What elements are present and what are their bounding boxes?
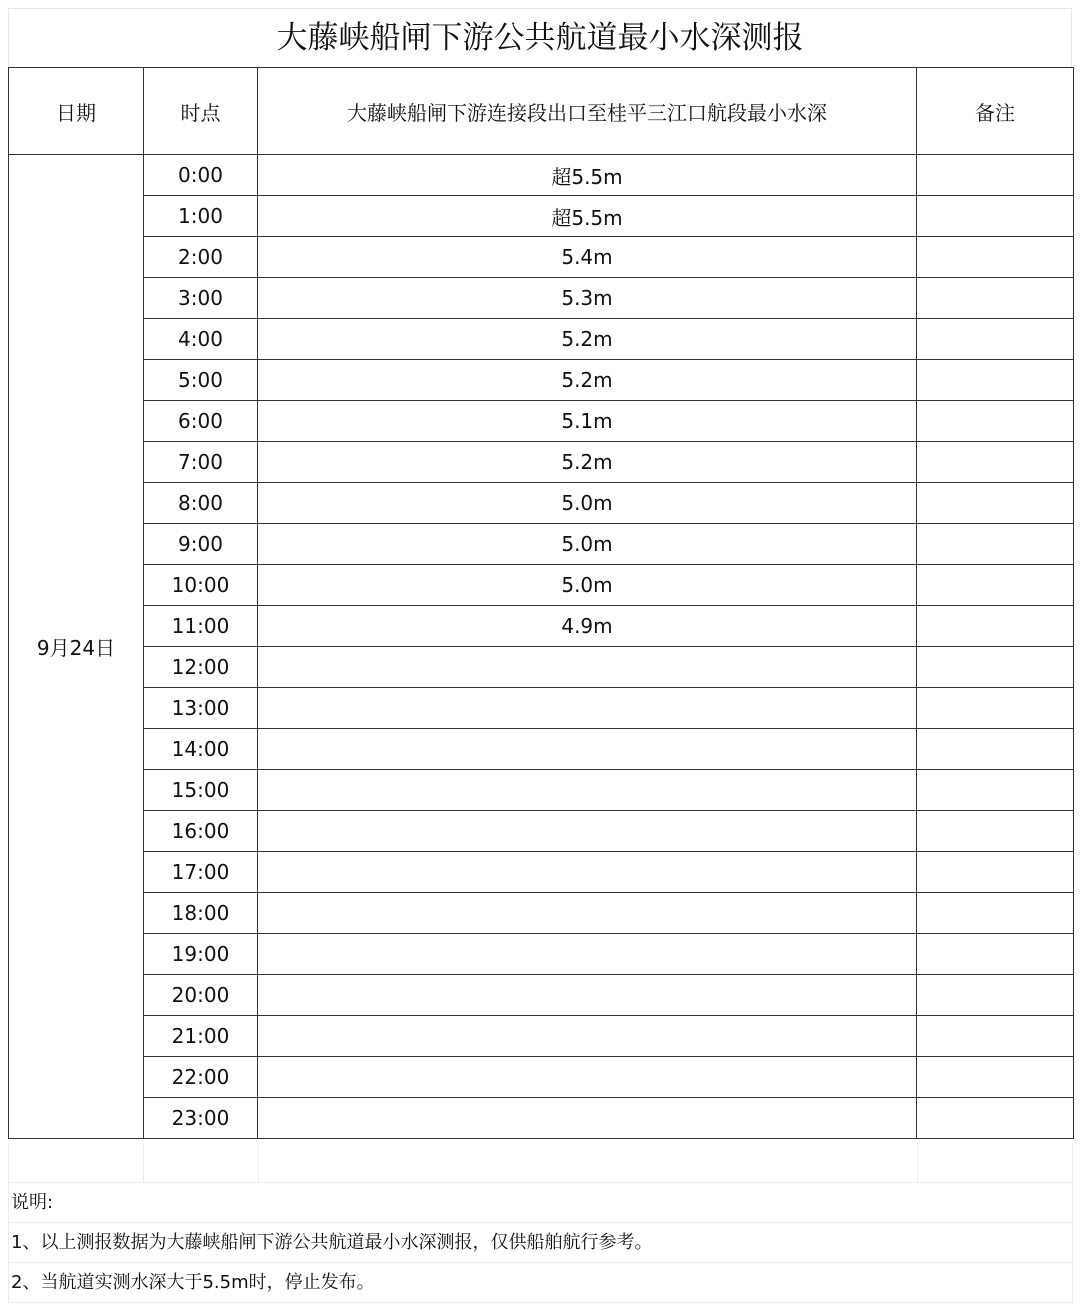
table-row [9, 319, 1074, 360]
table-row [9, 934, 1074, 975]
depth-cell [258, 1016, 917, 1057]
blank-row [8, 1143, 1073, 1183]
depth-report-table [8, 67, 1074, 1139]
note-cell [917, 565, 1074, 606]
depth-cell [258, 647, 917, 688]
note-cell [917, 975, 1074, 1016]
time-cell: 17:00 [144, 852, 258, 893]
depth-cell: 5.1m [258, 401, 917, 442]
depth-cell: 5.3m [258, 278, 917, 319]
table-row [9, 278, 1074, 319]
time-cell: 5:00 [144, 360, 258, 401]
table-row [9, 975, 1074, 1016]
depth-cell: 超5.5m [258, 155, 917, 196]
time-cell: 9:00 [144, 524, 258, 565]
time-cell: 16:00 [144, 811, 258, 852]
note-line-1: 1、以上测报数据为大藤峡船闸下游公共航道最小水深测报，仅供船舶航行参考。 [8, 1223, 1073, 1263]
note-cell [917, 524, 1074, 565]
note-cell [917, 196, 1074, 237]
depth-cell: 5.2m [258, 319, 917, 360]
note-cell [917, 729, 1074, 770]
table-row [9, 401, 1074, 442]
note-cell [917, 278, 1074, 319]
table-row [9, 770, 1074, 811]
table-row [9, 729, 1074, 770]
note-cell [917, 483, 1074, 524]
time-cell: 7:00 [144, 442, 258, 483]
notes-heading: 说明: [8, 1183, 1073, 1223]
note-cell [917, 319, 1074, 360]
time-cell: 13:00 [144, 688, 258, 729]
note-cell [917, 852, 1074, 893]
depth-cell: 5.0m [258, 483, 917, 524]
time-cell: 22:00 [144, 1057, 258, 1098]
table-row [9, 852, 1074, 893]
header-date: 日期 [9, 68, 144, 155]
depth-cell [258, 934, 917, 975]
time-cell: 8:00 [144, 483, 258, 524]
depth-cell: 超5.5m [258, 196, 917, 237]
header-row [9, 68, 1074, 155]
time-cell: 19:00 [144, 934, 258, 975]
depth-cell [258, 770, 917, 811]
table-row [9, 524, 1074, 565]
table-row [9, 1098, 1074, 1139]
depth-cell [258, 811, 917, 852]
time-cell: 0:00 [144, 155, 258, 196]
note-cell [917, 811, 1074, 852]
note-cell [917, 688, 1074, 729]
table-row [9, 688, 1074, 729]
depth-cell [258, 975, 917, 1016]
depth-cell: 4.9m [258, 606, 917, 647]
header-note: 备注 [917, 68, 1074, 155]
note-cell [917, 1098, 1074, 1139]
depth-cell: 5.0m [258, 565, 917, 606]
table-row [9, 606, 1074, 647]
depth-cell [258, 688, 917, 729]
table-row [9, 155, 1074, 196]
depth-cell [258, 893, 917, 934]
time-cell: 20:00 [144, 975, 258, 1016]
table-row [9, 565, 1074, 606]
table-body [9, 155, 1074, 1139]
time-cell: 23:00 [144, 1098, 258, 1139]
table-row [9, 893, 1074, 934]
note-cell [917, 770, 1074, 811]
table-row [9, 811, 1074, 852]
note-cell [917, 360, 1074, 401]
time-cell: 12:00 [144, 647, 258, 688]
note-cell [917, 155, 1074, 196]
date-cell: 9月24日 [9, 155, 144, 1139]
time-cell: 1:00 [144, 196, 258, 237]
depth-cell [258, 729, 917, 770]
time-cell: 6:00 [144, 401, 258, 442]
depth-cell: 5.2m [258, 360, 917, 401]
table-row [9, 237, 1074, 278]
table-row [9, 1057, 1074, 1098]
time-cell: 2:00 [144, 237, 258, 278]
notes-section [8, 1143, 1073, 1303]
depth-cell: 5.2m [258, 442, 917, 483]
depth-cell [258, 1057, 917, 1098]
note-cell [917, 442, 1074, 483]
header-depth: 大藤峡船闸下游连接段出口至桂平三江口航段最小水深 [258, 68, 917, 155]
depth-cell [258, 1098, 917, 1139]
note-line-2: 2、当航道实测水深大于5.5m时，停止发布。 [8, 1263, 1073, 1303]
time-cell: 21:00 [144, 1016, 258, 1057]
time-cell: 14:00 [144, 729, 258, 770]
table-row [9, 1016, 1074, 1057]
note-cell [917, 1016, 1074, 1057]
header-time: 时点 [144, 68, 258, 155]
note-cell [917, 401, 1074, 442]
note-cell [917, 237, 1074, 278]
time-cell: 4:00 [144, 319, 258, 360]
table-row [9, 483, 1074, 524]
note-cell [917, 934, 1074, 975]
time-cell: 18:00 [144, 893, 258, 934]
note-cell [917, 893, 1074, 934]
depth-cell [258, 852, 917, 893]
table-row [9, 360, 1074, 401]
time-cell: 3:00 [144, 278, 258, 319]
depth-cell: 5.0m [258, 524, 917, 565]
time-cell: 10:00 [144, 565, 258, 606]
note-cell [917, 647, 1074, 688]
note-cell [917, 1057, 1074, 1098]
depth-cell: 5.4m [258, 237, 917, 278]
time-cell: 11:00 [144, 606, 258, 647]
table-row [9, 442, 1074, 483]
table-row [9, 647, 1074, 688]
time-cell: 15:00 [144, 770, 258, 811]
table-row [9, 196, 1074, 237]
report-title: 大藤峡船闸下游公共航道最小水深测报 [8, 8, 1072, 67]
note-cell [917, 606, 1074, 647]
